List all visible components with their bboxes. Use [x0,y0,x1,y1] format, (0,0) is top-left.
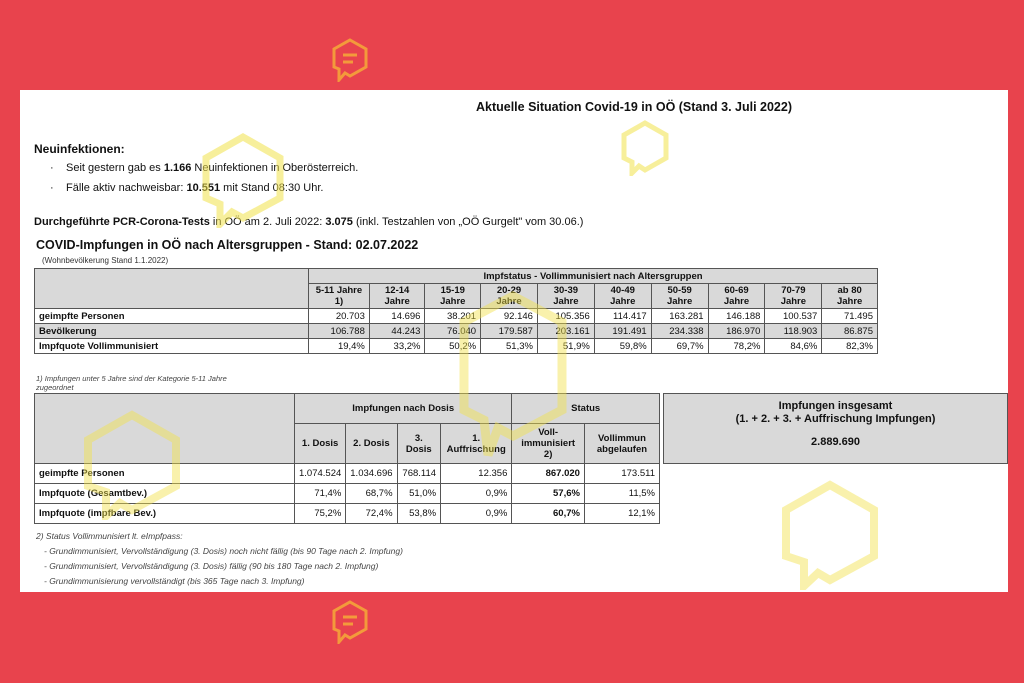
column-header: Vollimmun abgelaufen [584,424,659,464]
column-header: 20-29 Jahre [481,284,538,309]
column-header: 3. Dosis [397,424,441,464]
column-header: 60-69 Jahre [708,284,765,309]
list-item: · Seit gestern gab es 1.166 Neuinfektionen in Oberösterreich. [50,162,359,174]
column-header: 5-11 Jahre 1) [309,284,370,309]
watermark-bubble-icon [620,120,670,176]
footnote-2 [36,529,403,589]
age-group-table [34,268,878,354]
list-item: · Fälle aktiv nachweisbar: 10.551 mit Stand 08:30 Uhr. [50,182,324,194]
column-header: 30-39 Jahre [537,284,594,309]
speech-bubble-icon [331,38,369,82]
table-row: Impfquote (Gesamtbev.) 71,4% 68,7% 51,0% 0,9% 57,6% 11,5% [35,484,660,504]
table-row: geimpfte Personen 20.703 14.696 38.201 92.146 105.356 114.417 163.281 146.188 100.537 71.495 [35,309,878,324]
total-vaccinations-box [663,393,1008,464]
group-header-status: Status [512,394,660,424]
vaccination-title: COVID-Impfungen in OÖ nach Altersgruppen - Stand: 02.07.2022 [36,238,419,252]
population-note: (Wohnbevölkerung Stand 1.1.2022) [42,256,169,265]
column-header: 12-14 Jahre [369,284,425,309]
column-header: 2. Dosis [346,424,397,464]
footnote-heading: 2) Status Vollimmunisiert lt. eImpfpass: [36,531,183,541]
column-header: ab 80 Jahre [822,284,878,309]
total-title: Impfungen insgesamt [778,400,893,412]
list-item: - Grundimmunisiert, Vervollständigung (3. Dosis) noch nicht fällig (bis 90 Tage nach 2. Impfung) [44,546,403,556]
watermark-bubble-icon [200,132,286,228]
page-title: Aktuelle Situation Covid-19 in OÖ (Stand 3. Juli 2022) [475,100,793,114]
column-header: 70-79 Jahre [765,284,822,309]
column-header: 1. Dosis [295,424,346,464]
total-subtitle: (1. + 2. + 3. + Auffrischung Impfungen) [735,413,936,425]
column-header: 1. Auffrischung [441,424,512,464]
document-page [20,90,1008,592]
pcr-tests-line: Durchgeführte PCR-Corona-Tests in OÖ am 2. Juli 2022: 3.075 (inkl. Testzahlen von „OÖ Gurgelt" vom 30.06.) [34,216,584,228]
table-row: Impfquote Vollimmunisiert 19,4% 33,2% 50,2% 51,3% 51,9% 59,8% 69,7% 78,2% 84,6% 82,3% [35,339,878,354]
column-header: 50-59 Jahre [651,284,708,309]
neuinfektionen-heading: Neuinfektionen: [34,142,125,156]
column-header: 40-49 Jahre [594,284,651,309]
watermark-bubble-icon [780,480,880,590]
column-header: Voll-immunisiert 2) [512,424,585,464]
list-item: - Grundimmunisierung vervollständigt (bis 365 Tage nach 3. Impfung) [44,576,305,586]
watermark-bubble-icon [82,410,182,520]
total-value: 2.889.690 [811,436,860,448]
speech-bubble-icon-bottom [331,600,369,644]
table-row: Bevölkerung 106.788 44.243 76.040 179.587 203.161 191.491 234.338 186.970 118.903 86.875 [35,324,878,339]
group-header: Impfstatus - Vollimmunisiert nach Altersgruppen [309,269,878,284]
watermark-bubble-icon [458,290,568,460]
column-header: 15-19 Jahre [425,284,481,309]
footnote-1: 1) Impfungen unter 5 Jahre sind der Kategorie 5-11 Jahre zugeordnet [36,374,227,392]
table-row: Impfquote (impfbare Bev.) 75,2% 72,4% 53,8% 0,9% 60,7% 12,1% [35,504,660,524]
group-header-dosis: Impfungen nach Dosis [295,394,512,424]
table-row: geimpfte Personen 1.074.524 1.034.696 768.114 12.356 867.020 173.511 [35,464,660,484]
list-item: - Grundimmunisiert, Vervollständigung (3. Dosis) fällig (90 bis 180 Tage nach 2. Impfung) [44,561,379,571]
